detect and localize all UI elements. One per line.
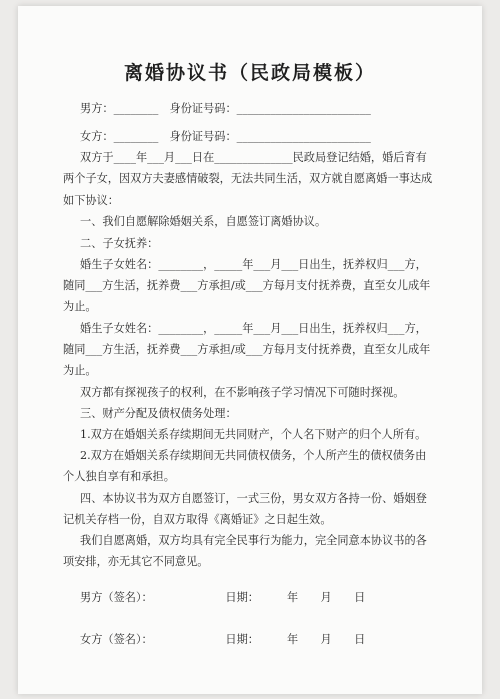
paragraph-line: 随同___方生活，抚养费___方承担/或___方每月支付抚养费，直至女儿成年: [63, 279, 431, 292]
paragraph-line: 记机关存档一份，自双方取得《离婚证》之日起生效。: [63, 513, 332, 526]
husband-signature-line: 男方（签名）： 日期： 年 月 日: [80, 591, 366, 604]
husband-info-line: 男方：________ 身份证号码：________________________: [80, 102, 371, 115]
clause-heading: 三、财产分配及债权债务处理：: [80, 407, 237, 420]
wife-info-line: 女方：________ 身份证号码：________________________: [80, 130, 371, 143]
clause-heading: 二、子女抚养：: [80, 237, 159, 250]
paragraph-line: 为止。: [63, 364, 97, 377]
paragraph-line: 婚生子女姓名：________，_____年___月___日出生，抚养权归___方，: [80, 322, 427, 335]
document-page: [18, 6, 482, 694]
paragraph-line: 婚生子女姓名：________，_____年___月___日出生，抚养权归___方，: [80, 258, 427, 271]
paragraph-line: 项安排，亦无其它不同意见。: [63, 555, 209, 568]
paragraph-line: 双方都有探视孩子的权利，在不影响孩子学习情况下可随时探视。: [80, 386, 405, 399]
paragraph-line: 1.双方在婚姻关系存续期间无共同财产，个人名下财产的归个人所有。: [80, 428, 427, 441]
wife-signature-line: 女方（签名）： 日期： 年 月 日: [80, 633, 366, 646]
paragraph-line: 2.双方在婚姻关系存续期间无共同债权债务，个人所产生的债权债务由: [80, 449, 427, 462]
paragraph-line: 双方于____年___月___日在______________民政局登记结婚，婚后育有: [80, 151, 427, 164]
paragraph-line: 个人独自享有和承担。: [63, 470, 175, 483]
paragraph-line: 随同___方生活，抚养费___方承担/或___方每月支付抚养费，直至女儿成年: [63, 343, 431, 356]
document-title: 离婚协议书（民政局模板）: [123, 62, 376, 84]
paragraph-line: 为止。: [63, 300, 97, 313]
paragraph-line: 如下协议：: [63, 194, 119, 207]
paragraph-line: 两个子女，因双方夫妻感情破裂，无法共同生活，双方就自愿离婚一事达成: [63, 172, 433, 185]
clause-heading: 一、我们自愿解除婚姻关系，自愿签订离婚协议。: [80, 215, 327, 228]
paragraph-line: 四、本协议书为双方自愿签订，一式三份，男女双方各持一份、婚姻登: [80, 492, 427, 505]
paragraph-line: 我们自愿离婚，双方均具有完全民事行为能力，完全同意本协议书的各: [80, 534, 427, 547]
